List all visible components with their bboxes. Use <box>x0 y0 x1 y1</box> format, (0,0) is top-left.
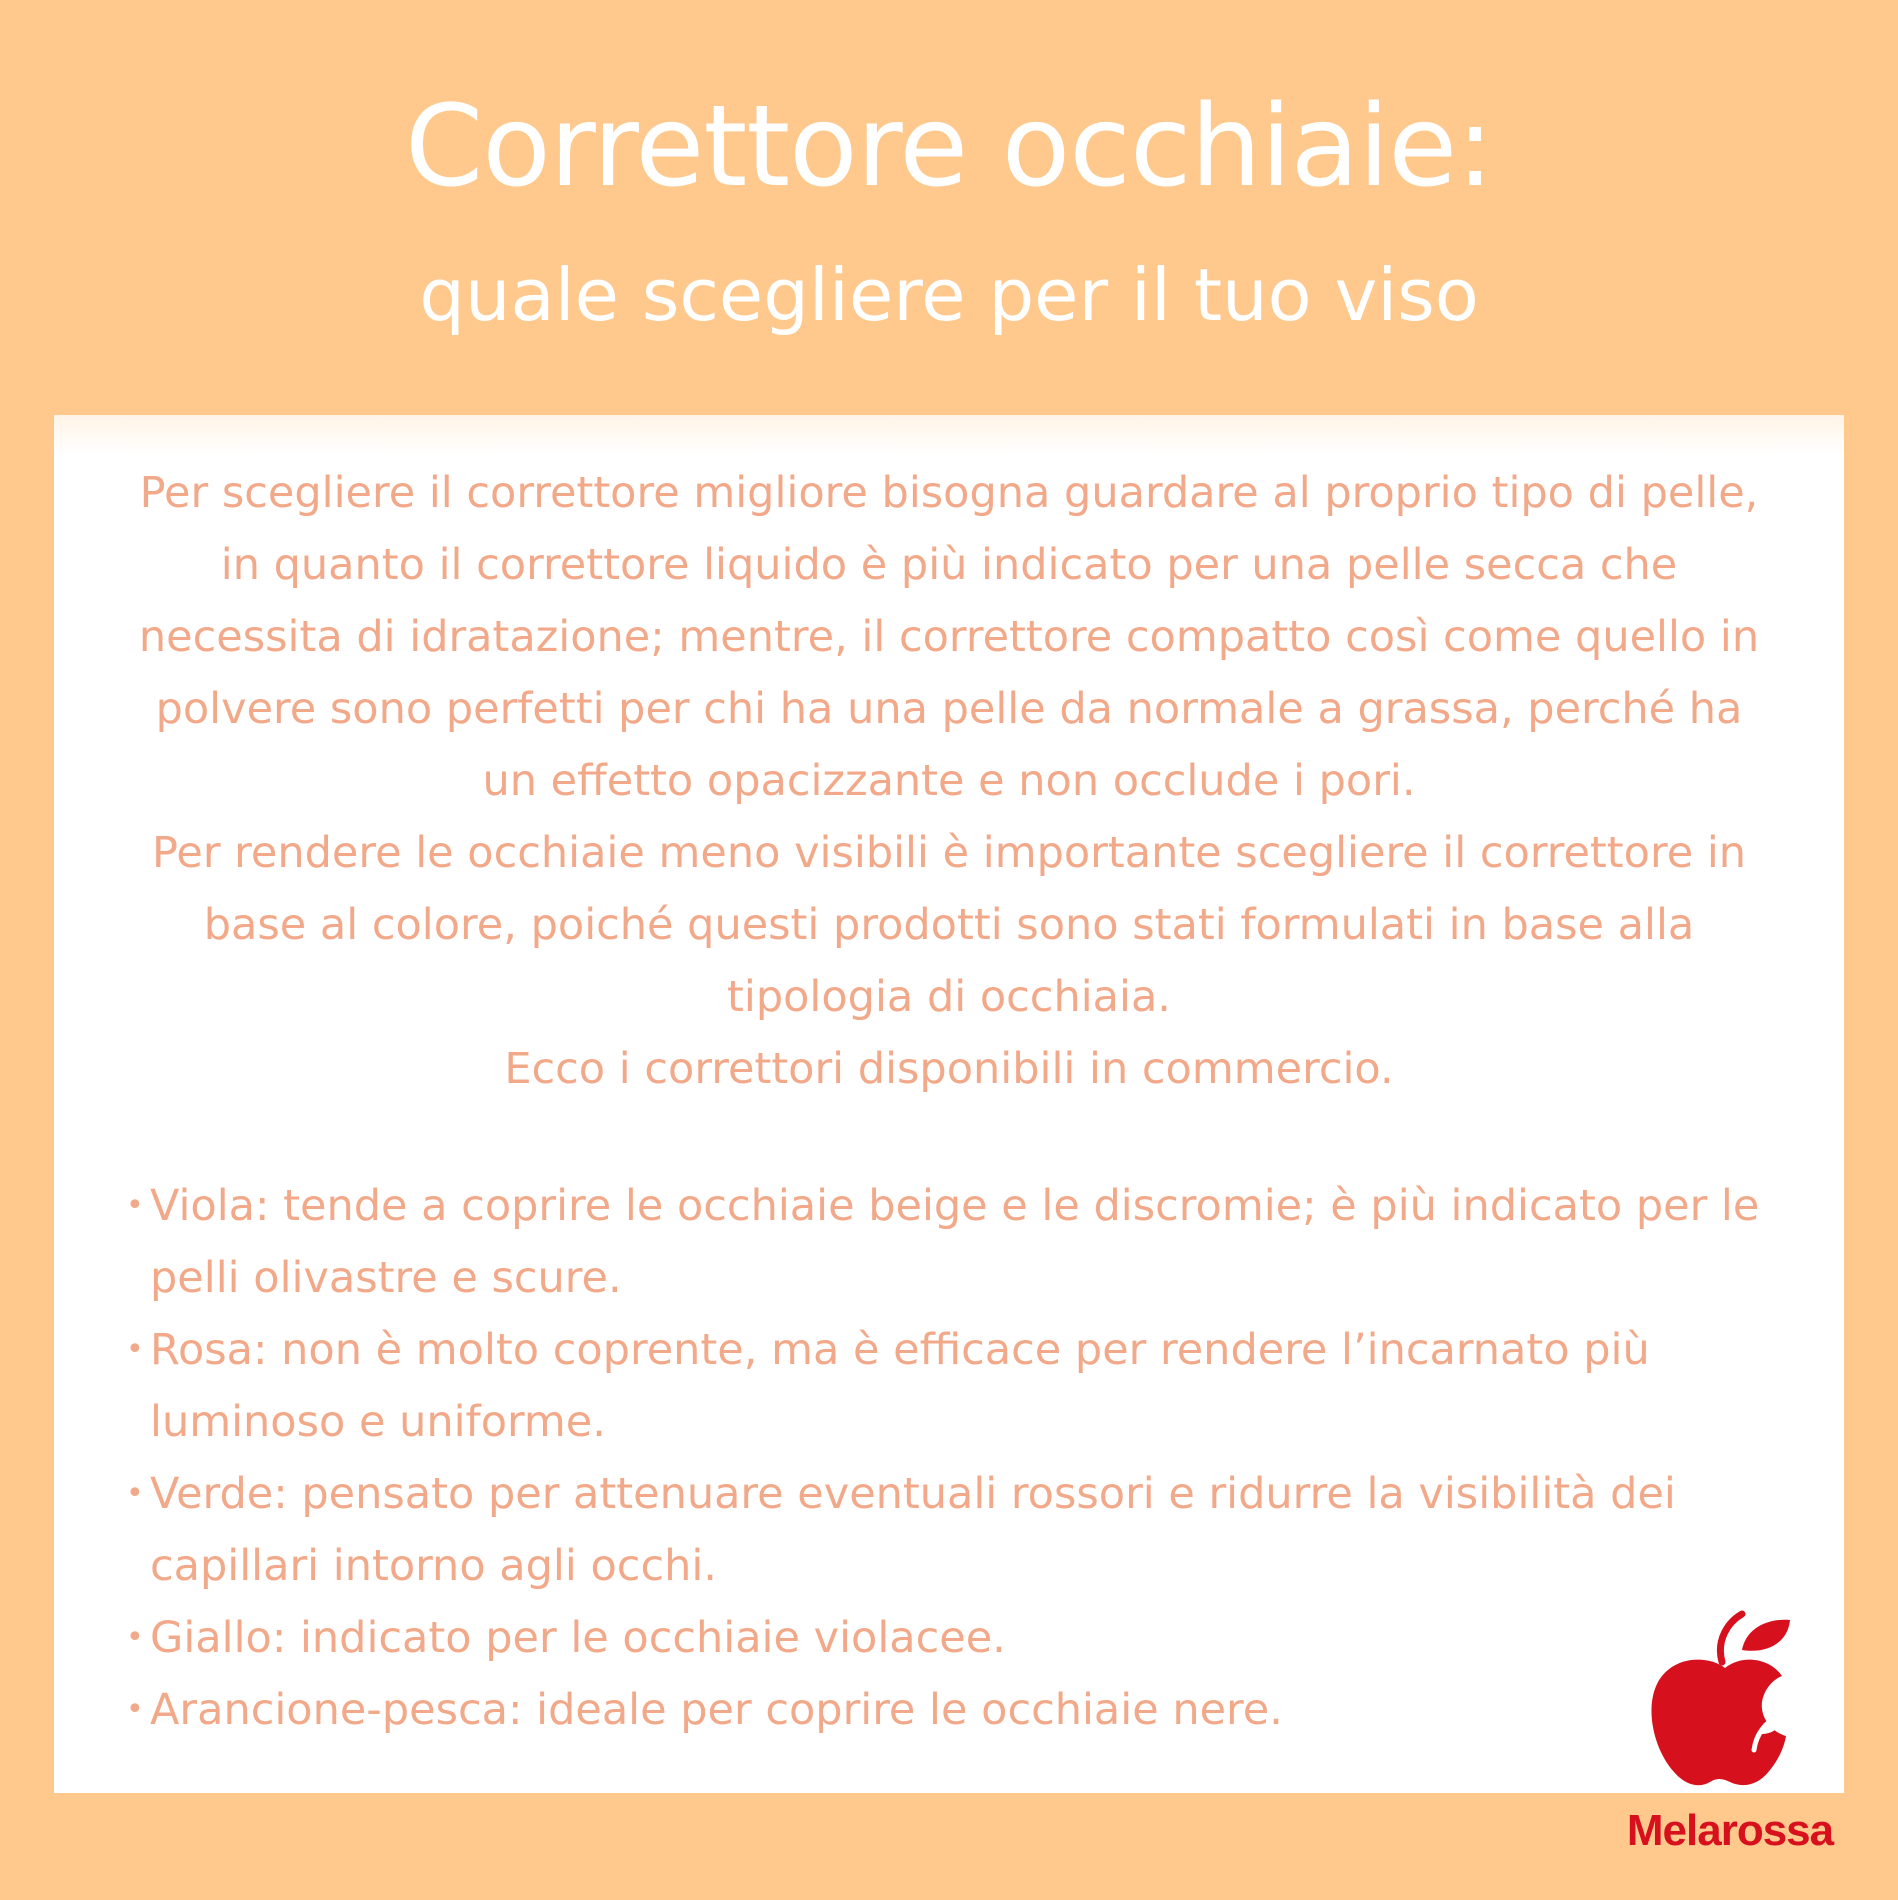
list-item <box>124 1170 1824 1314</box>
bullet-icon: • <box>126 1620 144 1655</box>
list-item-text: Giallo: indicato per le occhiaie violacee. <box>150 1613 1006 1663</box>
list-item-text: Rosa: non è molto coprente, ma è efficace per rendere l’incarnato più luminoso e uniforme. <box>150 1325 1650 1447</box>
list-item-text: Verde: pensato per attenuare eventuali rossori e ridurre la visibilità dei capillari intorno agli occhi. <box>150 1469 1676 1591</box>
intro-paragraph: Per rendere le occhiaie meno visibili è importante scegliere il correttore in base al colore, poiché questi prodotti sono stati formulati in base alla tipologia di occhiaia. <box>151 828 1747 1022</box>
content-card <box>54 415 1844 1793</box>
list-item-text: Viola: tende a coprire le occhiaie beige e le discromie; è più indicato per le pelli olivastre e scure. <box>150 1181 1760 1303</box>
bullet-icon: • <box>126 1476 144 1511</box>
bullet-icon: • <box>126 1332 144 1367</box>
apple-logo-icon <box>1650 1610 1800 1790</box>
list-item-text: Arancione-pesca: ideale per coprire le occhiaie nere. <box>150 1685 1283 1735</box>
list-item <box>124 1458 1824 1602</box>
page-subtitle: quale scegliere per il tuo viso <box>419 253 1479 337</box>
intro-paragraph: Ecco i correttori disponibili in commercio. <box>504 1044 1394 1094</box>
page-title: Correttore occhiaie: <box>405 82 1493 212</box>
list-item <box>124 1314 1824 1458</box>
list-item <box>124 1674 1824 1746</box>
intro-text <box>124 457 1774 1105</box>
list-item <box>124 1602 1824 1674</box>
bullet-icon: • <box>126 1692 144 1727</box>
corrector-list <box>124 1170 1824 1746</box>
intro-paragraph: Per scegliere il correttore migliore bisogna guardare al proprio tipo di pelle, in quanto il correttore liquido è più indicato per una pelle secca che necessita di idratazione; mentre, il correttore compatto così come quello in polvere sono perfetti per chi ha una pelle da normale a grassa, perché ha un effetto opacizzante e non occlude i pori. <box>138 468 1760 806</box>
bullet-icon: • <box>126 1188 144 1223</box>
brand-name: Melarossa <box>1626 1806 1834 1855</box>
